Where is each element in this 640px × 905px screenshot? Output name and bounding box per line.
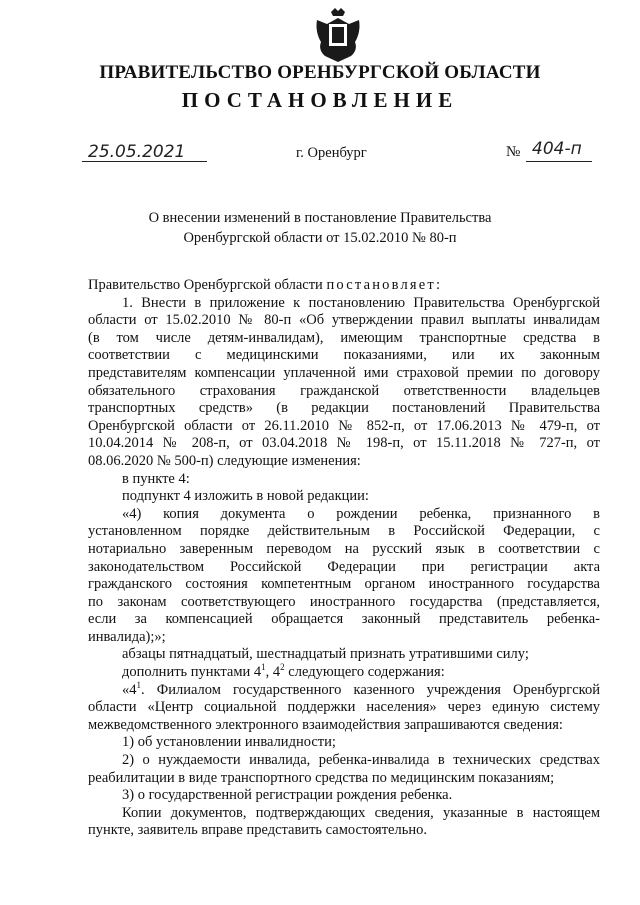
text-line: Оренбургской области от 26.11.2010 № 852-п, от 17.06.2013 № 479-п, от (88, 417, 600, 434)
text-line: области «Центр социальной поддержки населения» через единую систему (88, 699, 600, 716)
text-line: обязательного страхования гражданской ответственности владельцев (88, 382, 600, 399)
text-line: «$4^1$. Филиалом государственного казенного учреждения Оренбургской (122, 679, 600, 698)
subject-line: Оренбургской области от 15.02.2010 № 80-п (183, 230, 457, 246)
text-line: представителям компенсации уплаченной ими страховой премии по договору (88, 364, 600, 381)
item-1-paragraph (88, 295, 600, 471)
intro-spaced-verb: постановляет: (326, 277, 443, 293)
decree-number: 404-п (532, 139, 582, 159)
paragraphs-repealed-line: абзацы пятнадцатый, шестнадцатый признать утратившими силу; (122, 646, 529, 663)
text-line: 1. Внести в приложение к постановлению Правительства Оренбургской (122, 294, 600, 311)
decree-date: 25.05.2021 (88, 142, 186, 162)
number-underline (526, 161, 592, 162)
text-line: законодательством Российской Федерации при регистрации акта (88, 558, 600, 575)
copies-paragraph (88, 805, 600, 840)
text-line: Копии документов, подтверждающих сведения, указанные в настоящем (122, 804, 600, 821)
subject-line: О внесении изменений в постановление Правительства (148, 210, 492, 226)
text-line: 2) о нуждаемости инвалида, ребенка-инвалида в технических средствах (122, 752, 600, 769)
decree-body (88, 277, 600, 840)
text-line: (в том числе детям-инвалидам), имеющим транспортные средства в (88, 329, 600, 346)
point-4-1-paragraph (88, 679, 600, 735)
quoted-subpoint-4 (88, 506, 600, 647)
text-line: реабилитации в виде транспортного средства по медицинским показаниям; (88, 769, 555, 786)
intro-paragraph (88, 277, 600, 295)
text-line: области от 15.02.2010 № 80-п «Об утверждении правил выплаты инвалидам (88, 312, 600, 329)
subpoint-4-line: подпункт 4 изложить в новой редакции: (122, 488, 369, 505)
number-label: № (506, 144, 521, 160)
add-points-line: дополнить пунктами $4^1$, $4^2$ следующего содержания: (122, 662, 445, 681)
decree-subject (0, 208, 640, 248)
subitem-1: 1) об установлении инвалидности; (122, 734, 336, 751)
intro-text: Правительство Оренбургской области (88, 277, 327, 293)
text-line: соответствии с медицинскими показаниями, или их законным (88, 347, 600, 364)
point-4-line: в пункте 4: (122, 470, 190, 487)
text-line: по законам соответствующего иностранного государства (представляется, (88, 593, 600, 610)
text-line: «4) копия документа о рождении ребенка, признанного в (122, 505, 600, 522)
text-line: если за компенсацией обращается законный представитель ребенка- (88, 611, 600, 628)
text-line: гражданского состояния компетентным органом иностранного государства (88, 576, 600, 593)
text-line: межведомственного электронного взаимодействия запрашиваются сведения: (88, 716, 563, 733)
text-line: инвалида);»; (88, 628, 166, 645)
text-line: транспортных средств» (в редакции постановлений Правительства (88, 400, 600, 417)
coat-of-arms-emblem (313, 6, 363, 64)
text-line: нотариально заверенным переводом на русский язык в соответствии с (88, 540, 600, 557)
government-name: ПРАВИТЕЛЬСТВО ОРЕНБУРГСКОЙ ОБЛАСТИ (99, 62, 541, 83)
subitem-3: 3) о государственной регистрации рождения ребенка. (122, 787, 453, 804)
city: г. Оренбург (296, 145, 367, 161)
subitem-2 (88, 752, 600, 787)
text-line: 08.06.2020 № 500-п) следующие изменения: (88, 452, 361, 469)
text-line: установленном порядке действительным в Российской Федерации, с (88, 523, 600, 540)
text-line: пункте, заявитель вправе представить самостоятельно. (88, 822, 427, 839)
text-line: 10.04.2014 № 208-п, от 03.04.2018 № 198-п, от 15.11.2018 № 727-п, от (88, 435, 600, 452)
date-underline (82, 161, 207, 162)
document-type: ПОСТАНОВЛЕНИЕ (181, 88, 459, 112)
